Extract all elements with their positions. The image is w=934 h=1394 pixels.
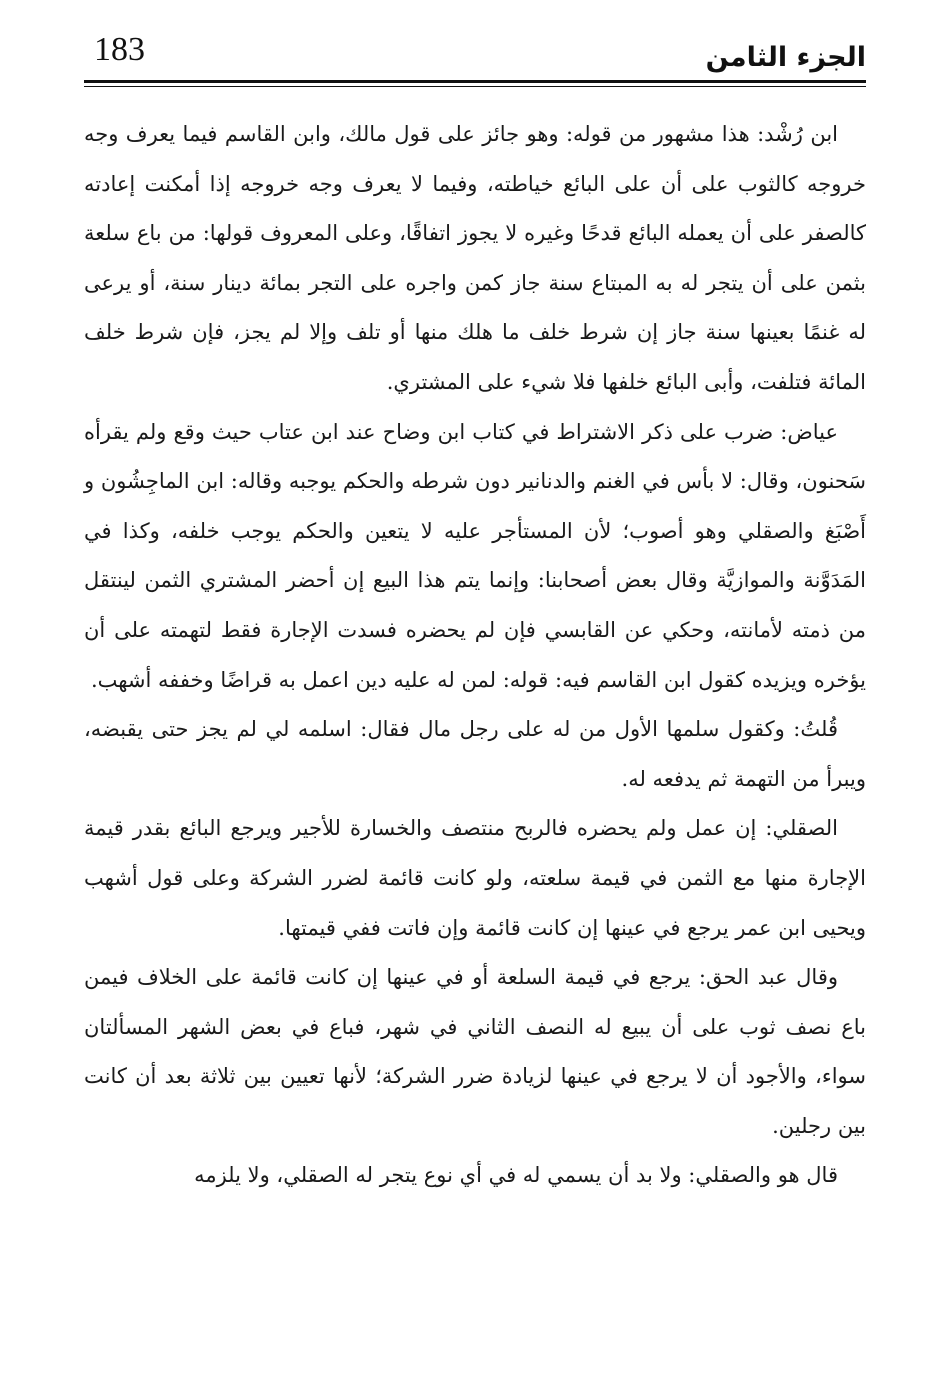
header-rule-thin [84, 86, 866, 87]
volume-title: الجزء الثامن [705, 42, 866, 73]
paragraph-iyad: عياض: ضرب على ذكر الاشتراط في كتاب ابن وضاح عند ابن عتاب حيث وقع ولم يقرأه سَحنون، وقال: لا بأس في الغنم والدنانير دون شرطه والحكم يوجبه وقاله: ابن الماجِشُون و أَصْبَغ والصقلي وهو أصوب؛ لأن المستأجر عليه لا يتعين والحكم يوجب خلفه، وكذا في المَدَوَّنة والموازيَّة وقال بعض أصحابنا: وإنما يتم هذا البيع إن أحضر المشتري الثمن لينتقل من ذمته لأمانته، وحكي عن القابسي فإن لم يحضره فسدت الإجارة فقط لتهمته على أن يؤخره ويزيده كقول ابن القاسم فيه: قوله: لمن له عليه دين اعمل به قراضًا وخففه أشهب. [84, 419, 866, 692]
paragraph-ibn-rushd: ابن رُشْد: هذا مشهور من قوله: وهو جائز على قول مالك، وابن القاسم فيما يعرف وجه خروجه كالثوب على أن على البائع خياطته، وفيما لا يعرف وجه خروجه إذا أمكنت إعادته كالصفر على أن يعمله البائع قدحًا وغيره لا يجوز اتفاقًا، وعلى المعروف قولها: من باع سلعة بثمن على أن يتجر له به المبتاع سنة جاز كمن واجره على التجر بمائة دينار سنة، أو يرعى له غنمًا بعينها سنة جاز إن شرط خلف ما هلك منها أو تلف وإلا لم يجز، فإن شرط خلف المائة فتلفت، وأبى البائع خلفها فلا شيء على المشتري. [84, 122, 866, 394]
body-text [84, 110, 866, 1201]
paragraph-qultu: قُلتُ: وكقول سلمها الأول من له على رجل مال فقال: اسلمه لي لم يجز حتى يقبضه، ويبرأ من التهمة ثم يدفعه له. [84, 717, 866, 791]
paragraph-siqilli: الصقلي: إن عمل ولم يحضره فالربح منتصف والخسارة للأجير ويرجع البائع بقدر قيمة الإجارة منها مع الثمن في قيمة سلعته، ولو كانت قائمة لضرر الشركة وعلى قول أشهب ويحيى ابن عمر يرجع في عينها إن كانت قائمة وإن فاتت ففي قيمتها. [84, 816, 866, 940]
paragraph-abd-al-haqq: وقال عبد الحق: يرجع في قيمة السلعة أو في عينها إن كانت قائمة على الخلاف فيمن باع نصف ثوب على أن يبيع له النصف الثاني في شهر، فباع في بعض الشهر المسألتان سواء، والأجود أن لا يرجع في عينها لزيادة ضرر الشركة؛ لأنها تعيين بين ثلاثة بعد أن كانت بين رجلين. [84, 965, 866, 1138]
header-rule [84, 80, 866, 83]
paragraph-final: قال هو والصقلي: ولا بد أن يسمي له في أي نوع يتجر له الصقلي، ولا يلزمه [194, 1163, 838, 1188]
page-number: 183 [94, 31, 145, 68]
page-header [84, 30, 866, 88]
